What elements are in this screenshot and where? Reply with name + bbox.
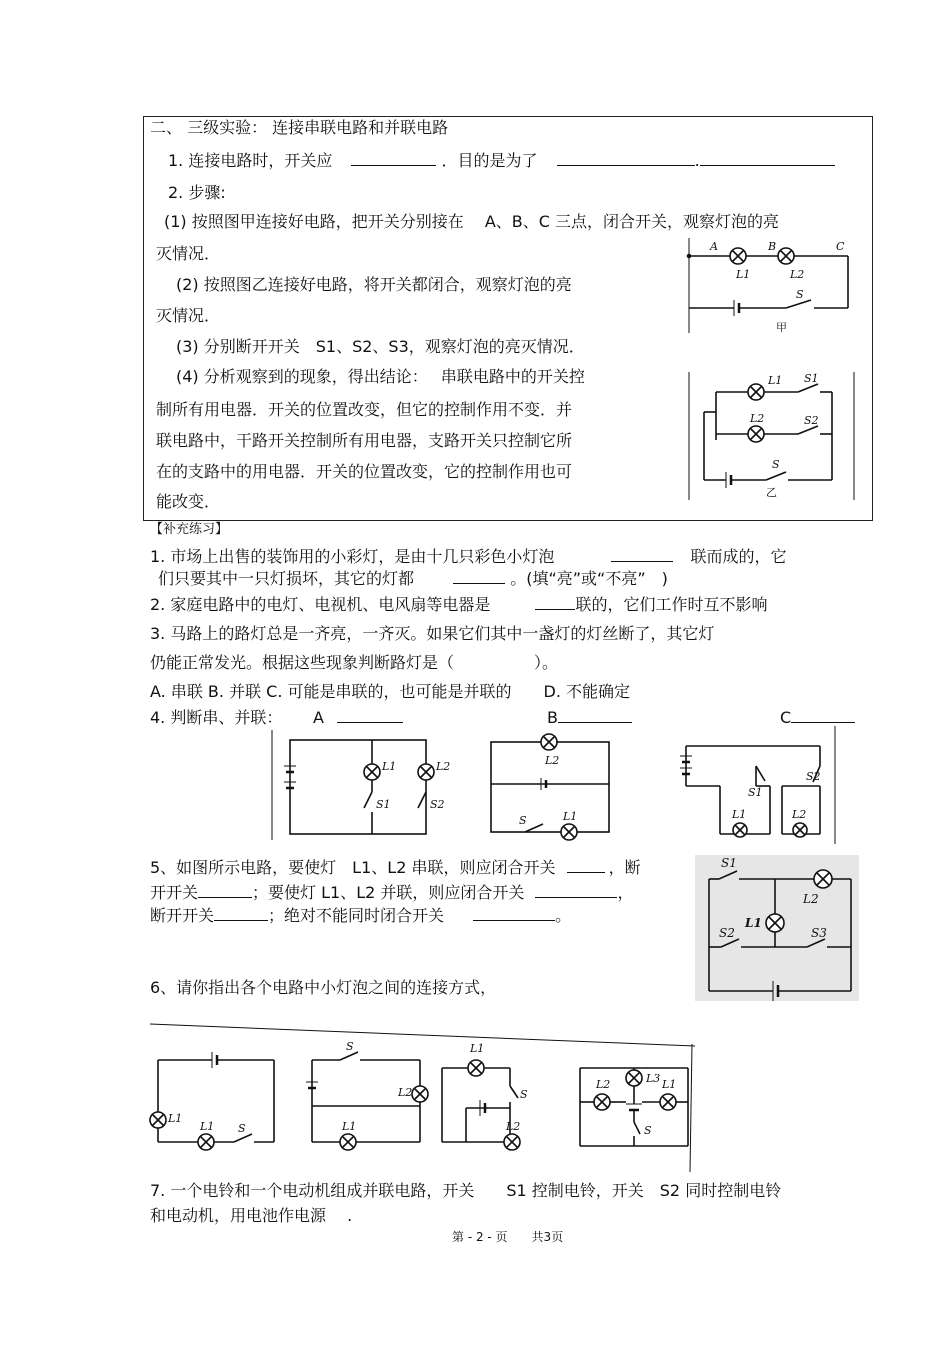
section-heading: 二、 三级实验： 连接串联电路和并联电路 [150,118,449,137]
step4-line4: 在的支路中的用电器．开关的位置改变，它的控制作用也可 [156,462,573,481]
lamp-L1-label-b: L1 [200,1120,215,1133]
lamp-L1-label: L1 [732,808,747,821]
answer-blank-q1-b[interactable] [453,569,505,584]
circuit-q5 [695,855,859,1001]
answer-blank-q1-a[interactable] [611,547,673,562]
lamp-L2-label: L2 [750,412,765,425]
lamp-L2-label: L2 [790,268,805,281]
point-C-label: C [836,240,845,253]
question-2: 2. 家庭电路中的电灯、电视机、电风扇等电器是 联的，它们工作时互不影响 [150,595,768,614]
question-3-line2: 仍能正常发光。根据这些现象判断路灯是（ ）。 [150,653,559,672]
switch-S3-label: S3 [811,926,827,940]
lamp-L1-label: L1 [342,1120,357,1133]
switch-S1-label: S1 [376,798,391,811]
answer-blank-q5-b[interactable] [198,883,252,898]
question-4-label: 4. 判断串、并联： [150,708,283,727]
switch-S1-label: S1 [721,856,737,870]
circuit-figure-jia [686,238,856,338]
lamp-L1-label: L1 [768,374,783,387]
answer-blank-q4-B[interactable] [558,708,632,723]
lamp-L1-label: L1 [168,1112,183,1125]
figure-caption-jia: 甲 [776,321,787,334]
point-B-label: B [768,240,777,253]
lamp-L1-label: L1 [736,268,751,281]
practice-tag: 【补充练习】 [150,522,229,537]
lamp-L1-label: L1 [382,760,397,773]
step4-line3: 联电路中，干路开关控制所有用电器，支路开关只控制它所 [156,431,573,450]
question-4-C: C [780,708,855,727]
switch-S-label: S [238,1122,246,1135]
question-1-line2: 们只要其中一只灯损坏，其它的灯都 。(填“亮”或“不亮” ) [158,569,668,588]
lamp-L2-label: L2 [398,1086,413,1099]
lamp-L2-label: L2 [792,808,807,821]
answer-blank-q5-c[interactable] [535,883,617,898]
lamp-L2-label: L2 [596,1078,611,1091]
step1-line2: 灭情况． [156,244,221,263]
lamp-L1-label: L1 [662,1078,677,1091]
question-4-A: A [313,708,403,727]
circuit-figure-yi [686,372,856,500]
item1-text: 1. 连接电路时，开关应 ．目的是为了 . [168,151,835,170]
switch-S2-label: S2 [719,926,735,940]
switch-S1-label: S1 [748,786,763,799]
question-5-line1: 5、如图所示电路，要使灯 L1、L2 串联，则应闭合开关 ，断 [150,858,641,877]
step2-line1: (2) 按照图乙连接好电路，将开关都闭合，观察灯泡的亮 [176,275,572,294]
answer-blank-switch[interactable] [351,151,436,166]
question-4-B: B [547,708,632,727]
step2-line2: 灭情况． [156,306,221,325]
step4-line5: 能改变． [156,492,221,511]
question-5-line2: 开开关 ；要使灯 L1、L2 并联，则应闭合开关 ， [150,883,634,902]
circuit-q4-A [272,730,451,842]
switch-S2-label: S2 [806,770,821,783]
question-7-line1: 7. 一个电铃和一个电动机组成并联电路，开关 S1 控制电铃，开关 S2 同时控制电铃 [150,1181,782,1200]
lamp-L1-label: L1 [745,916,762,930]
question-1-line1: 1. 市场上出售的装饰用的小彩灯，是由十几只彩色小灯泡 联而成的，它 [150,547,787,566]
lamp-L2-label: L2 [545,754,560,767]
lamp-L2-label: L2 [506,1120,521,1133]
question-5-line3: 断开开关 ；绝对不能同时闭合开关 。 [150,906,572,925]
answer-blank-q4-A[interactable] [337,708,403,723]
switch-S-label: S [520,1088,528,1101]
answer-blank-purpose[interactable] [557,151,695,166]
lamp-L1-label: L1 [470,1042,485,1055]
question-3-line1: 3. 马路上的路灯总是一齐亮，一齐灭。如果它们其中一盏灯的灯丝断了，其它灯 [150,624,715,643]
switch-S1-label: S1 [804,372,819,385]
question-7-line2: 和电动机，用电池作电源 . [150,1206,353,1225]
switch-S2-label: S2 [804,414,819,427]
step4-line1: (4) 分析观察到的现象，得出结论： 串联电路中的开关控 [176,367,585,386]
question-6: 6、请你指出各个电路中小灯泡之间的连接方式， [150,978,497,997]
switch-S-label: S [644,1124,652,1137]
switch-S-label: S [346,1040,354,1053]
circuit-q6-group [150,1024,695,1172]
answer-blank-q4-C[interactable] [791,708,855,723]
page-footer: 第 - 2 - 页 共3页 [452,1230,564,1244]
question-3-options: A. 串联 B. 并联 C. 可能是串联的，也可能是并联的 D. 不能确定 [150,682,630,701]
point-A-label: A [710,240,718,253]
answer-blank-q5-e[interactable] [473,906,555,921]
switch-S2-label: S2 [430,798,445,811]
step1-line1: (1) 按照图甲连接好电路，把开关分别接在 A、B、C 三点，闭合开关，观察灯泡的亮 [164,212,780,231]
switch-S-label: S [519,814,527,827]
switch-S-label: S [796,288,804,301]
item2-text: 2. 步骤: [168,183,226,202]
lamp-L1-label: L1 [563,810,578,823]
step4-line2: 制所有用电器．开关的位置改变，但它的控制作用不变．并 [156,400,573,419]
lamp-L2-label: L2 [436,760,451,773]
circuit-q4-B [485,732,615,840]
answer-blank-q5-a[interactable] [567,858,605,873]
step3-text: (3) 分别断开开关 S1、S2、S3，观察灯泡的亮灭情况． [176,337,585,356]
answer-blank-q5-d[interactable] [214,906,268,921]
figure-caption-yi: 乙 [766,486,777,499]
switch-S-label: S [772,458,780,471]
answer-blank-purpose-2[interactable] [700,151,835,166]
answer-blank-q2[interactable] [535,595,575,610]
lamp-L3-label: L3 [646,1072,661,1085]
lamp-L2-label: L2 [803,892,819,906]
circuit-q4-C [670,726,840,844]
